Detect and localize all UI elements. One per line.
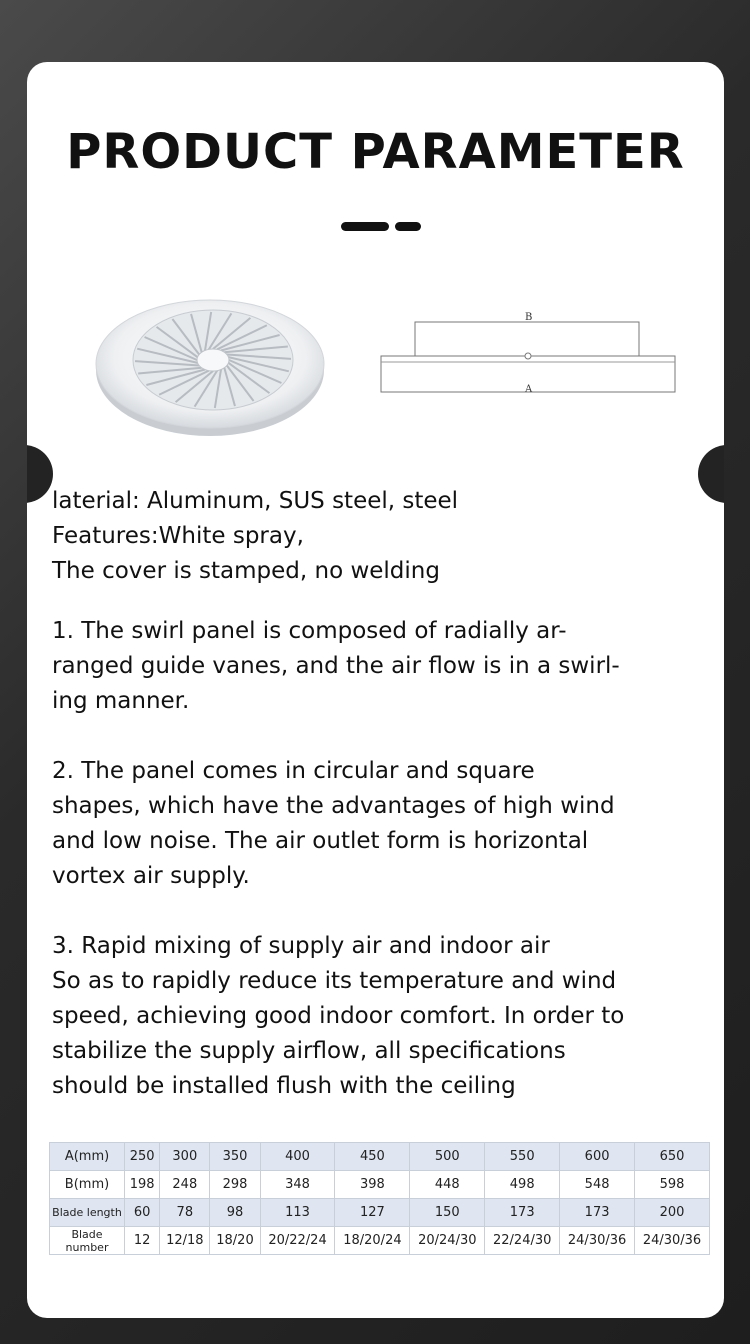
left-notch: [27, 445, 53, 503]
table-row: A(mm) 250 300 350 400 450 500 550 600 650: [50, 1143, 710, 1171]
swirl-diffuser-image: [93, 290, 327, 440]
title-divider: [341, 222, 421, 231]
label-a: A: [525, 384, 533, 395]
page-title: PRODUCT PARAMETER: [66, 124, 685, 180]
material-info: [52, 484, 712, 589]
feature-point-1: 1. The swirl panel is composed of radially ar- ranged guide vanes, and the air flow is in a swirl- ing manner.: [52, 618, 620, 714]
info-line: Features:White spray,: [52, 523, 304, 549]
table-row: Blade length 60 78 98 113 127 150 173 173 200: [50, 1199, 710, 1227]
info-line: The cover is stamped, no welding: [52, 558, 440, 584]
dimension-drawing: [379, 310, 679, 405]
label-b: B: [525, 312, 533, 323]
spec-table: [49, 1142, 710, 1255]
feature-point-2: 2. The panel comes in circular and square shapes, which have the advantages of high wind and low noise. The air outlet form is horizontal vortex air supply.: [52, 758, 615, 889]
table-row: B(mm) 198 248 298 348 398 448 498 548 598: [50, 1171, 710, 1199]
info-line: laterial: Aluminum, SUS steel, steel: [52, 488, 459, 514]
feature-point-3: 3. Rapid mixing of supply air and indoor air So as to rapidly reduce its temperature and wind speed, achieving good indoor comfort. In order to stabilize the supply airflow, all specifications should be installed flush with the ceiling: [52, 933, 625, 1099]
table-row: Blade number 12 12/18 18/20 20/22/24 18/20/24 20/24/30 22/24/30 24/30/36 24/30/36: [50, 1227, 710, 1255]
content-card: [27, 62, 724, 1318]
